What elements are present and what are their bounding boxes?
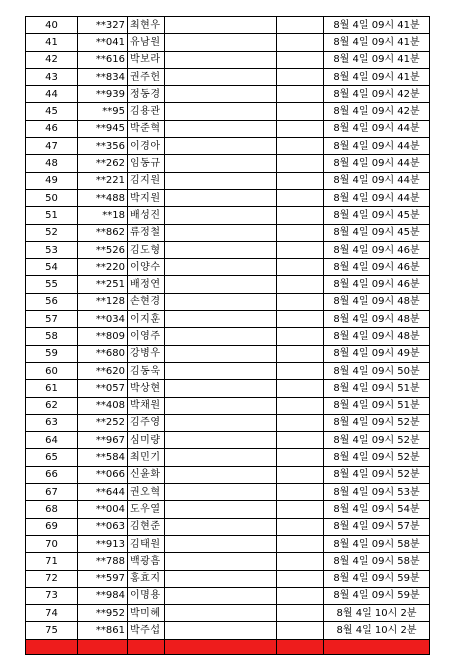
row-number: 70	[26, 535, 78, 552]
phone-suffix: **220	[78, 259, 128, 276]
footer-bar-cell	[78, 639, 128, 654]
empty-cell	[165, 207, 277, 224]
name-cell: 손현경	[128, 293, 165, 310]
time-cell: 8월 4일 09시 41분	[324, 51, 430, 68]
empty-cell	[277, 553, 324, 570]
phone-suffix: **834	[78, 68, 128, 85]
empty-cell	[277, 224, 324, 241]
phone-suffix: **616	[78, 51, 128, 68]
row-number: 56	[26, 293, 78, 310]
phone-suffix: **063	[78, 518, 128, 535]
table-row	[26, 414, 430, 431]
phone-suffix: **644	[78, 484, 128, 501]
table-row	[26, 259, 430, 276]
time-cell: 8월 4일 09시 46분	[324, 241, 430, 258]
time-cell: 8월 4일 09시 44분	[324, 172, 430, 189]
time-cell: 8월 4일 09시 46분	[324, 276, 430, 293]
table-row	[26, 432, 430, 449]
table-row	[26, 34, 430, 51]
row-number: 57	[26, 311, 78, 328]
name-cell: 류정철	[128, 224, 165, 241]
empty-cell	[277, 34, 324, 51]
empty-cell	[277, 380, 324, 397]
name-cell: 김도형	[128, 241, 165, 258]
table-row	[26, 17, 430, 34]
time-cell: 8월 4일 09시 52분	[324, 466, 430, 483]
table-row	[26, 241, 430, 258]
phone-suffix: **488	[78, 189, 128, 206]
time-cell: 8월 4일 09시 48분	[324, 311, 430, 328]
empty-cell	[277, 570, 324, 587]
empty-cell	[165, 155, 277, 172]
time-cell: 8월 4일 09시 45분	[324, 207, 430, 224]
time-cell: 8월 4일 09시 42분	[324, 103, 430, 120]
footer-bar-cell	[277, 639, 324, 654]
row-number: 41	[26, 34, 78, 51]
phone-suffix: **252	[78, 414, 128, 431]
empty-cell	[277, 51, 324, 68]
empty-cell	[277, 207, 324, 224]
name-cell: 이경아	[128, 138, 165, 155]
empty-cell	[277, 328, 324, 345]
phone-suffix: **597	[78, 570, 128, 587]
table-row	[26, 328, 430, 345]
name-cell: 김태원	[128, 535, 165, 552]
empty-cell	[277, 138, 324, 155]
empty-cell	[165, 34, 277, 51]
empty-cell	[165, 622, 277, 639]
empty-cell	[165, 51, 277, 68]
phone-suffix: **984	[78, 587, 128, 604]
phone-suffix: **788	[78, 553, 128, 570]
phone-suffix: **526	[78, 241, 128, 258]
phone-suffix: **95	[78, 103, 128, 120]
empty-cell	[165, 293, 277, 310]
empty-cell	[165, 501, 277, 518]
name-cell: 박보라	[128, 51, 165, 68]
time-cell: 8월 4일 10시 2분	[324, 622, 430, 639]
empty-cell	[165, 605, 277, 622]
empty-cell	[277, 17, 324, 34]
phone-suffix: **356	[78, 138, 128, 155]
phone-suffix: **251	[78, 276, 128, 293]
table-row	[26, 189, 430, 206]
time-cell: 8월 4일 09시 57분	[324, 518, 430, 535]
row-number: 58	[26, 328, 78, 345]
time-cell: 8월 4일 09시 50분	[324, 362, 430, 379]
table-row	[26, 397, 430, 414]
row-number: 69	[26, 518, 78, 535]
row-number: 47	[26, 138, 78, 155]
name-cell: 김주영	[128, 414, 165, 431]
empty-cell	[165, 328, 277, 345]
empty-cell	[165, 68, 277, 85]
empty-cell	[277, 155, 324, 172]
row-number: 67	[26, 484, 78, 501]
row-number: 62	[26, 397, 78, 414]
empty-cell	[165, 449, 277, 466]
empty-cell	[165, 432, 277, 449]
time-cell: 8월 4일 09시 51분	[324, 380, 430, 397]
table-row	[26, 276, 430, 293]
row-number: 75	[26, 622, 78, 639]
row-number: 74	[26, 605, 78, 622]
empty-cell	[165, 484, 277, 501]
row-number: 63	[26, 414, 78, 431]
row-number: 53	[26, 241, 78, 258]
table-row	[26, 155, 430, 172]
table-row	[26, 570, 430, 587]
row-number: 59	[26, 345, 78, 362]
empty-cell	[165, 345, 277, 362]
table-row	[26, 501, 430, 518]
name-cell: 김지원	[128, 172, 165, 189]
winners-table	[25, 16, 430, 655]
phone-suffix: **952	[78, 605, 128, 622]
empty-cell	[277, 259, 324, 276]
name-cell: 임동규	[128, 155, 165, 172]
name-cell: 박상현	[128, 380, 165, 397]
name-cell: 이양수	[128, 259, 165, 276]
empty-cell	[165, 103, 277, 120]
name-cell: 권주헌	[128, 68, 165, 85]
empty-cell	[277, 345, 324, 362]
name-cell: 배성진	[128, 207, 165, 224]
empty-cell	[277, 311, 324, 328]
name-cell: 박채원	[128, 397, 165, 414]
empty-cell	[165, 189, 277, 206]
footer-bar-cell	[26, 639, 78, 654]
time-cell: 8월 4일 09시 52분	[324, 432, 430, 449]
empty-cell	[277, 432, 324, 449]
empty-cell	[277, 605, 324, 622]
phone-suffix: **128	[78, 293, 128, 310]
footer-bar-cell	[165, 639, 277, 654]
phone-suffix: **408	[78, 397, 128, 414]
time-cell: 8월 4일 09시 44분	[324, 120, 430, 137]
time-cell: 8월 4일 09시 49분	[324, 345, 430, 362]
table-row	[26, 86, 430, 103]
row-number: 64	[26, 432, 78, 449]
table-row	[26, 207, 430, 224]
phone-suffix: **620	[78, 362, 128, 379]
empty-cell	[277, 466, 324, 483]
phone-suffix: **034	[78, 311, 128, 328]
empty-cell	[277, 397, 324, 414]
empty-cell	[277, 449, 324, 466]
empty-cell	[165, 241, 277, 258]
table-row	[26, 345, 430, 362]
time-cell: 8월 4일 09시 44분	[324, 155, 430, 172]
empty-cell	[165, 587, 277, 604]
row-number: 60	[26, 362, 78, 379]
phone-suffix: **861	[78, 622, 128, 639]
phone-suffix: **18	[78, 207, 128, 224]
empty-cell	[165, 224, 277, 241]
time-cell: 8월 4일 09시 59분	[324, 570, 430, 587]
empty-cell	[165, 535, 277, 552]
time-cell: 8월 4일 09시 44분	[324, 138, 430, 155]
empty-cell	[277, 535, 324, 552]
name-cell: 김동욱	[128, 362, 165, 379]
name-cell: 박미혜	[128, 605, 165, 622]
empty-cell	[277, 622, 324, 639]
name-cell: 홍효지	[128, 570, 165, 587]
row-number: 48	[26, 155, 78, 172]
name-cell: 권오혁	[128, 484, 165, 501]
row-number: 45	[26, 103, 78, 120]
empty-cell	[165, 172, 277, 189]
empty-cell	[165, 518, 277, 535]
table-body	[26, 17, 430, 655]
time-cell: 8월 4일 09시 59분	[324, 587, 430, 604]
table-row	[26, 622, 430, 639]
name-cell: 신윤화	[128, 466, 165, 483]
row-number: 61	[26, 380, 78, 397]
empty-cell	[277, 86, 324, 103]
time-cell: 8월 4일 09시 48분	[324, 293, 430, 310]
row-number: 46	[26, 120, 78, 137]
table-row	[26, 138, 430, 155]
name-cell: 최현우	[128, 17, 165, 34]
name-cell: 이영주	[128, 328, 165, 345]
phone-suffix: **680	[78, 345, 128, 362]
time-cell: 8월 4일 09시 41분	[324, 68, 430, 85]
row-number: 50	[26, 189, 78, 206]
phone-suffix: **004	[78, 501, 128, 518]
time-cell: 8월 4일 09시 44분	[324, 189, 430, 206]
empty-cell	[165, 17, 277, 34]
empty-cell	[165, 380, 277, 397]
row-number: 55	[26, 276, 78, 293]
empty-cell	[277, 276, 324, 293]
empty-cell	[165, 311, 277, 328]
phone-suffix: **327	[78, 17, 128, 34]
table-row	[26, 484, 430, 501]
phone-suffix: **057	[78, 380, 128, 397]
table-row	[26, 51, 430, 68]
row-number: 43	[26, 68, 78, 85]
table-row	[26, 224, 430, 241]
table-row	[26, 293, 430, 310]
row-number: 40	[26, 17, 78, 34]
empty-cell	[277, 414, 324, 431]
empty-cell	[277, 518, 324, 535]
row-number: 52	[26, 224, 78, 241]
row-number: 65	[26, 449, 78, 466]
table-row	[26, 311, 430, 328]
footer-bar-row	[26, 639, 430, 654]
phone-suffix: **584	[78, 449, 128, 466]
empty-cell	[277, 241, 324, 258]
name-cell: 최민기	[128, 449, 165, 466]
empty-cell	[277, 120, 324, 137]
empty-cell	[277, 172, 324, 189]
empty-cell	[165, 570, 277, 587]
time-cell: 8월 4일 09시 45분	[324, 224, 430, 241]
empty-cell	[165, 466, 277, 483]
time-cell: 8월 4일 09시 41분	[324, 34, 430, 51]
table-row	[26, 103, 430, 120]
phone-suffix: **262	[78, 155, 128, 172]
time-cell: 8월 4일 09시 48분	[324, 328, 430, 345]
table-row	[26, 605, 430, 622]
time-cell: 8월 4일 09시 46분	[324, 259, 430, 276]
phone-suffix: **862	[78, 224, 128, 241]
empty-cell	[165, 86, 277, 103]
table-row	[26, 466, 430, 483]
row-number: 51	[26, 207, 78, 224]
table-row	[26, 553, 430, 570]
time-cell: 8월 4일 09시 54분	[324, 501, 430, 518]
row-number: 54	[26, 259, 78, 276]
row-number: 71	[26, 553, 78, 570]
name-cell: 김현준	[128, 518, 165, 535]
name-cell: 이명용	[128, 587, 165, 604]
empty-cell	[165, 414, 277, 431]
table-row	[26, 535, 430, 552]
name-cell: 심미량	[128, 432, 165, 449]
row-number: 66	[26, 466, 78, 483]
time-cell: 8월 4일 09시 53분	[324, 484, 430, 501]
table-row	[26, 587, 430, 604]
time-cell: 8월 4일 10시 2분	[324, 605, 430, 622]
table-row	[26, 120, 430, 137]
empty-cell	[277, 484, 324, 501]
name-cell: 정동경	[128, 86, 165, 103]
empty-cell	[277, 103, 324, 120]
table-row	[26, 68, 430, 85]
empty-cell	[165, 120, 277, 137]
table-row	[26, 362, 430, 379]
name-cell: 도우열	[128, 501, 165, 518]
name-cell: 박준혁	[128, 120, 165, 137]
empty-cell	[277, 587, 324, 604]
empty-cell	[165, 362, 277, 379]
time-cell: 8월 4일 09시 41분	[324, 17, 430, 34]
phone-suffix: **066	[78, 466, 128, 483]
phone-suffix: **041	[78, 34, 128, 51]
table-row	[26, 380, 430, 397]
empty-cell	[277, 501, 324, 518]
time-cell: 8월 4일 09시 52분	[324, 449, 430, 466]
table-row	[26, 172, 430, 189]
empty-cell	[165, 397, 277, 414]
empty-cell	[165, 259, 277, 276]
phone-suffix: **967	[78, 432, 128, 449]
row-number: 44	[26, 86, 78, 103]
empty-cell	[277, 189, 324, 206]
phone-suffix: **809	[78, 328, 128, 345]
row-number: 72	[26, 570, 78, 587]
name-cell: 유남원	[128, 34, 165, 51]
time-cell: 8월 4일 09시 52분	[324, 414, 430, 431]
empty-cell	[165, 553, 277, 570]
empty-cell	[277, 68, 324, 85]
table-row	[26, 518, 430, 535]
table-row	[26, 449, 430, 466]
name-cell: 강병우	[128, 345, 165, 362]
row-number: 42	[26, 51, 78, 68]
time-cell: 8월 4일 09시 58분	[324, 535, 430, 552]
phone-suffix: **913	[78, 535, 128, 552]
phone-suffix: **221	[78, 172, 128, 189]
row-number: 73	[26, 587, 78, 604]
phone-suffix: **945	[78, 120, 128, 137]
footer-bar-cell	[324, 639, 430, 654]
name-cell: 배정연	[128, 276, 165, 293]
name-cell: 박주섭	[128, 622, 165, 639]
name-cell: 박지원	[128, 189, 165, 206]
empty-cell	[277, 362, 324, 379]
time-cell: 8월 4일 09시 51분	[324, 397, 430, 414]
name-cell: 이지훈	[128, 311, 165, 328]
time-cell: 8월 4일 09시 58분	[324, 553, 430, 570]
phone-suffix: **939	[78, 86, 128, 103]
name-cell: 백광흠	[128, 553, 165, 570]
empty-cell	[165, 276, 277, 293]
row-number: 68	[26, 501, 78, 518]
time-cell: 8월 4일 09시 42분	[324, 86, 430, 103]
name-cell: 김용관	[128, 103, 165, 120]
row-number: 49	[26, 172, 78, 189]
empty-cell	[277, 293, 324, 310]
empty-cell	[165, 138, 277, 155]
footer-bar-cell	[128, 639, 165, 654]
